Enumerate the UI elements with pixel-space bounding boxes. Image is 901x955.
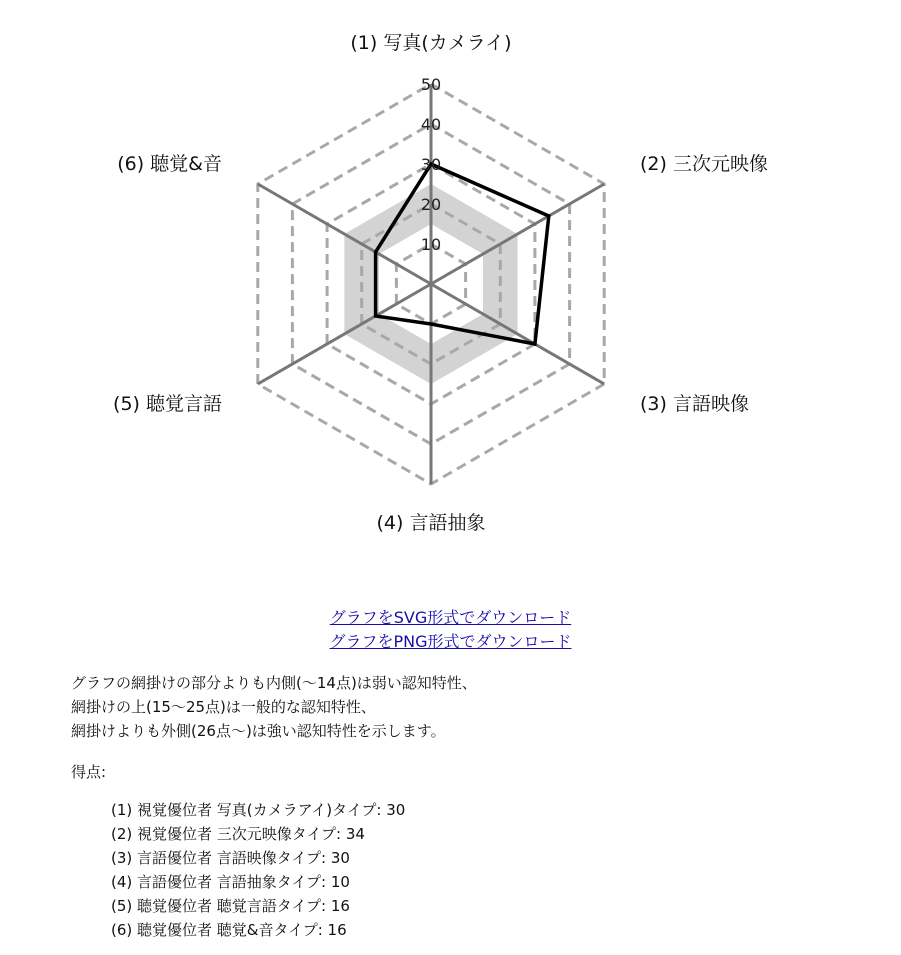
data-point-2 bbox=[547, 215, 550, 218]
axis-label-2: (2) 三次元映像 bbox=[640, 153, 768, 175]
score-item: (6) 聴覚優位者 聴覚&音タイプ: 16 bbox=[111, 921, 347, 939]
tick-label-20: 20 bbox=[420, 195, 442, 214]
axis-label-5: (5) 聴覚言語 bbox=[113, 393, 222, 415]
score-item: (3) 言語優位者 言語映像タイプ: 30 bbox=[111, 849, 350, 867]
download-svg-link[interactable]: グラフをSVG形式でダウンロード bbox=[329, 608, 572, 627]
score-item: (4) 言語優位者 言語抽象タイプ: 10 bbox=[111, 873, 350, 891]
tick-label-10: 10 bbox=[420, 235, 442, 254]
score-heading: 得点: bbox=[71, 763, 107, 781]
tick-label-50: 50 bbox=[420, 75, 442, 94]
data-point-3 bbox=[533, 343, 536, 346]
score-item: (1) 視覚優位者 写真(カメラアイ)タイプ: 30 bbox=[111, 801, 406, 819]
score-series-line bbox=[376, 164, 549, 344]
description-line-3: 網掛けよりも外側(26点〜)は強い認知特性を示します。 bbox=[71, 722, 446, 740]
data-point-5 bbox=[374, 315, 377, 318]
tick-label-40: 40 bbox=[420, 115, 442, 134]
axis-label-3: (3) 言語映像 bbox=[640, 393, 749, 415]
data-point-6 bbox=[374, 251, 377, 254]
data-point-4 bbox=[430, 323, 433, 326]
download-links bbox=[0, 606, 901, 654]
axis-label-1: (1) 写真(カメライ) bbox=[350, 32, 512, 54]
score-item: (5) 聴覚優位者 聴覚言語タイプ: 16 bbox=[111, 897, 350, 915]
score-item: (2) 視覚優位者 三次元映像タイプ: 34 bbox=[111, 825, 365, 843]
description-line-2: 網掛けの上(15〜25点)は一般的な認知特性、 bbox=[71, 698, 376, 716]
description-line-1: グラフの網掛けの部分よりも内側(〜14点)は弱い認知特性、 bbox=[71, 674, 477, 692]
score-list bbox=[111, 798, 405, 942]
download-png-link[interactable]: グラフをPNG形式でダウンロード bbox=[329, 632, 572, 651]
tick-label-30: 30 bbox=[420, 155, 442, 174]
description bbox=[71, 671, 477, 743]
axis-label-6: (6) 聴覚&音 bbox=[117, 153, 222, 175]
axis-label-4: (4) 言語抽象 bbox=[376, 512, 486, 534]
